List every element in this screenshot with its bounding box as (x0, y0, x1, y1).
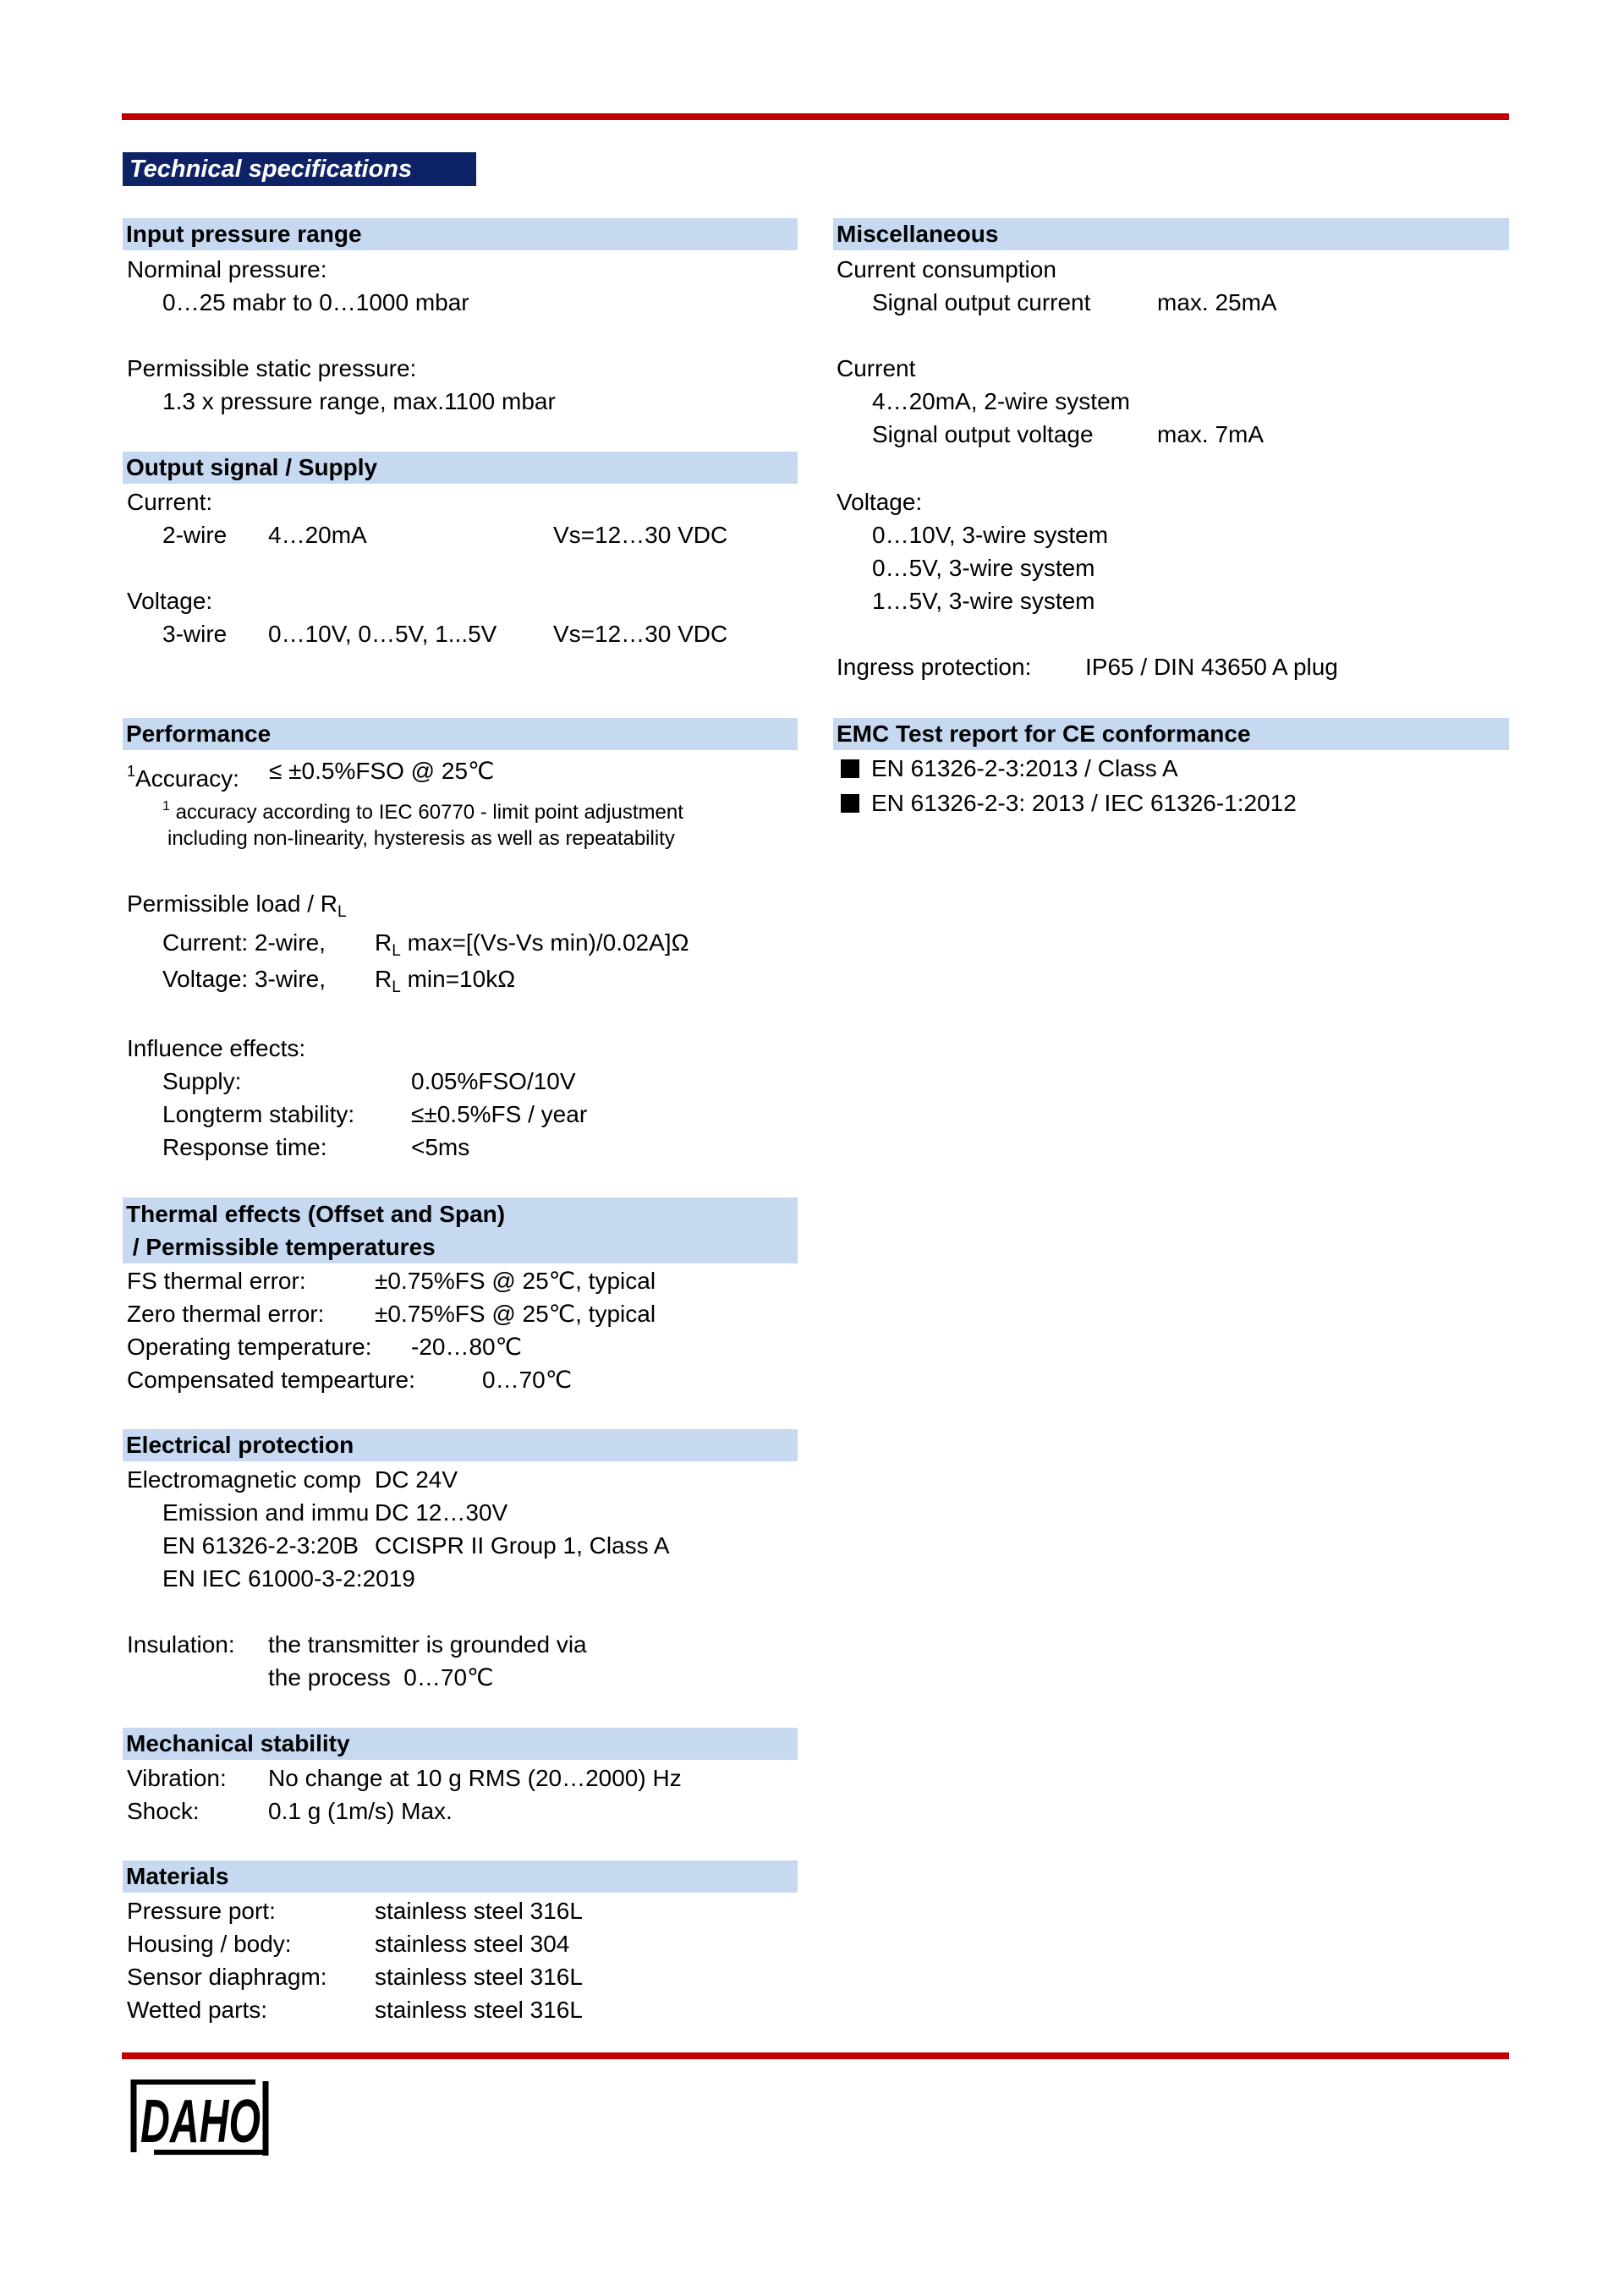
r-sub: L (392, 978, 401, 996)
thermal-header-line2: / Permissible temperatures (126, 1234, 436, 1260)
material-value: stainless steel 316L (375, 1964, 583, 1990)
vibration-value: No change at 10 g RMS (20…2000) Hz (268, 1765, 682, 1791)
top-rule (122, 113, 1509, 120)
signal-current-value: max. 25mA (1157, 289, 1277, 315)
load-voltage: Voltage: 3-wire, (162, 966, 326, 992)
static-label: Permissible static pressure: (127, 355, 417, 381)
elec-row1-label: Electromagnetic comp (127, 1466, 362, 1493)
emc-item-text: EN 61326-2-3: 2013 / IEC 61326-1:2012 (871, 790, 1297, 816)
output-voltage-wire: 3-wire (162, 621, 228, 647)
zero-value: ±0.75%FS @ 25℃, typical (375, 1301, 656, 1327)
bullet-square-icon (841, 794, 859, 813)
response-value: <5ms (411, 1134, 470, 1160)
logo-text: DAHO (140, 2088, 261, 2156)
elec-row2-label: Emission and immu (162, 1499, 370, 1526)
vibration-label: Vibration: (127, 1765, 227, 1791)
load-current-formula (375, 927, 689, 967)
section-header-emc: EMC Test report for CE conformance (833, 718, 1509, 750)
section-header-output: Output signal / Supply (123, 452, 798, 484)
accuracy-sup: 1 (127, 763, 136, 780)
emc-item-text: EN 61326-2-3:2013 / Class A (871, 755, 1178, 781)
ingress-value: IP65 / DIN 43650 A plug (1085, 654, 1338, 680)
misc-voltage-label: Voltage: (837, 489, 923, 515)
voltage-system: 1…5V, 3-wire system (872, 588, 1095, 614)
material-value: stainless steel 304 (375, 1931, 570, 1957)
note-line1: accuracy according to IEC 60770 - limit point adjustment (169, 801, 683, 824)
voltage-system: 0…10V, 3-wire system (872, 522, 1109, 548)
elec-row4: EN IEC 61000-3-2:2019 (162, 1565, 415, 1592)
elec-row3-value: CCISPR II Group 1, Class A (375, 1532, 670, 1559)
output-voltage-vs: Vs=12…30 VDC (553, 621, 728, 647)
accuracy-row (127, 755, 239, 795)
response-label: Response time: (162, 1134, 327, 1160)
signal-voltage-value: max. 7mA (1157, 421, 1265, 447)
output-voltage-label: Voltage: (127, 588, 213, 614)
elec-row3-label: EN 61326-2-3:20B (162, 1532, 359, 1559)
load-label-text: Permissible load / R (127, 890, 337, 917)
misc-current-label: Current (837, 355, 916, 381)
note-sup: 1 (162, 799, 170, 814)
influence-label: Influence effects: (127, 1035, 306, 1061)
r-sub: L (392, 942, 401, 960)
material-value: stainless steel 316L (375, 1997, 583, 2023)
fs-label: FS thermal error: (127, 1268, 306, 1294)
section-header-mechanical: Mechanical stability (123, 1728, 798, 1760)
misc-current-system: 4…20mA, 2-wire system (872, 388, 1130, 414)
r-symbol: R (375, 929, 392, 956)
r-symbol: R (375, 966, 392, 992)
signal-voltage-label: Signal output voltage (872, 421, 1094, 447)
shock-label: Shock: (127, 1798, 200, 1824)
section-header-performance: Performance (123, 718, 798, 750)
nominal-label: Norminal pressure: (127, 256, 327, 282)
op-value: -20…80℃ (411, 1334, 523, 1360)
section-header-electrical: Electrical protection (123, 1429, 798, 1461)
static-value: 1.3 x pressure range, max.1100 mbar (162, 388, 556, 414)
output-current-wire: 2-wire (162, 522, 228, 548)
output-current-range: 4…20mA (268, 522, 367, 548)
fs-value: ±0.75%FS @ 25℃, typical (375, 1268, 656, 1294)
material-label: Sensor diaphragm: (127, 1964, 327, 1990)
load-label (127, 888, 347, 929)
supply-label: Supply: (162, 1068, 242, 1094)
comp-label: Compensated tempearture: (127, 1367, 415, 1393)
load-voltage-value: min=10kΩ (400, 966, 516, 992)
output-voltage-range: 0…10V, 0…5V, 1...5V (268, 621, 497, 647)
insulation-line2: the process 0…70℃ (268, 1664, 494, 1690)
thermal-header-line1: Thermal effects (Offset and Span) (126, 1201, 506, 1227)
accuracy-note-line2: including non-linearity, hysteresis as well as repeatability (167, 827, 675, 850)
bullet-square-icon (841, 759, 859, 778)
material-label: Housing / body: (127, 1931, 292, 1957)
comp-value: 0…70℃ (482, 1367, 573, 1393)
zero-label: Zero thermal error: (127, 1301, 325, 1327)
signal-current-label: Signal output current (872, 289, 1091, 315)
op-label: Operating temperature: (127, 1334, 372, 1360)
longterm-value: ≤±0.5%FS / year (411, 1101, 588, 1127)
output-current-vs: Vs=12…30 VDC (553, 522, 728, 548)
material-label: Pressure port: (127, 1898, 276, 1924)
section-header-thermal (123, 1197, 798, 1263)
material-value: stainless steel 316L (375, 1898, 583, 1924)
insulation-label: Insulation: (127, 1631, 235, 1658)
voltage-system: 0…5V, 3-wire system (872, 555, 1095, 581)
accuracy-label: Accuracy: (135, 765, 239, 792)
output-current-label: Current: (127, 489, 213, 515)
consumption-label: Current consumption (837, 256, 1056, 282)
emc-item (841, 753, 1178, 785)
section-header-materials: Materials (123, 1860, 798, 1893)
shock-value: 0.1 g (1m/s) Max. (268, 1798, 453, 1824)
load-label-sub: L (337, 903, 347, 921)
material-label: Wetted parts: (127, 1997, 268, 2023)
elec-row1-value: DC 24V (375, 1466, 458, 1493)
section-header-input: Input pressure range (123, 218, 798, 250)
insulation-line1: the transmitter is grounded via (268, 1631, 587, 1658)
load-voltage-formula (375, 963, 515, 1004)
emc-item (841, 787, 1297, 819)
load-current: Current: 2-wire, (162, 929, 326, 956)
bottom-rule (122, 2052, 1509, 2059)
page-title: Technical specifications (123, 152, 476, 186)
ingress-label: Ingress protection: (837, 654, 1032, 680)
nominal-value: 0…25 mabr to 0…1000 mbar (162, 289, 469, 315)
daho-logo (129, 2074, 281, 2159)
elec-row2-value: DC 12…30V (375, 1499, 508, 1526)
supply-value: 0.05%FSO/10V (411, 1068, 576, 1094)
longterm-label: Longterm stability: (162, 1101, 355, 1127)
accuracy-value: ≤ ±0.5%FSO @ 25℃ (269, 758, 495, 784)
load-current-value: max=[(Vs-Vs min)/0.02A]Ω (400, 929, 689, 956)
section-header-misc: Miscellaneous (833, 218, 1509, 250)
